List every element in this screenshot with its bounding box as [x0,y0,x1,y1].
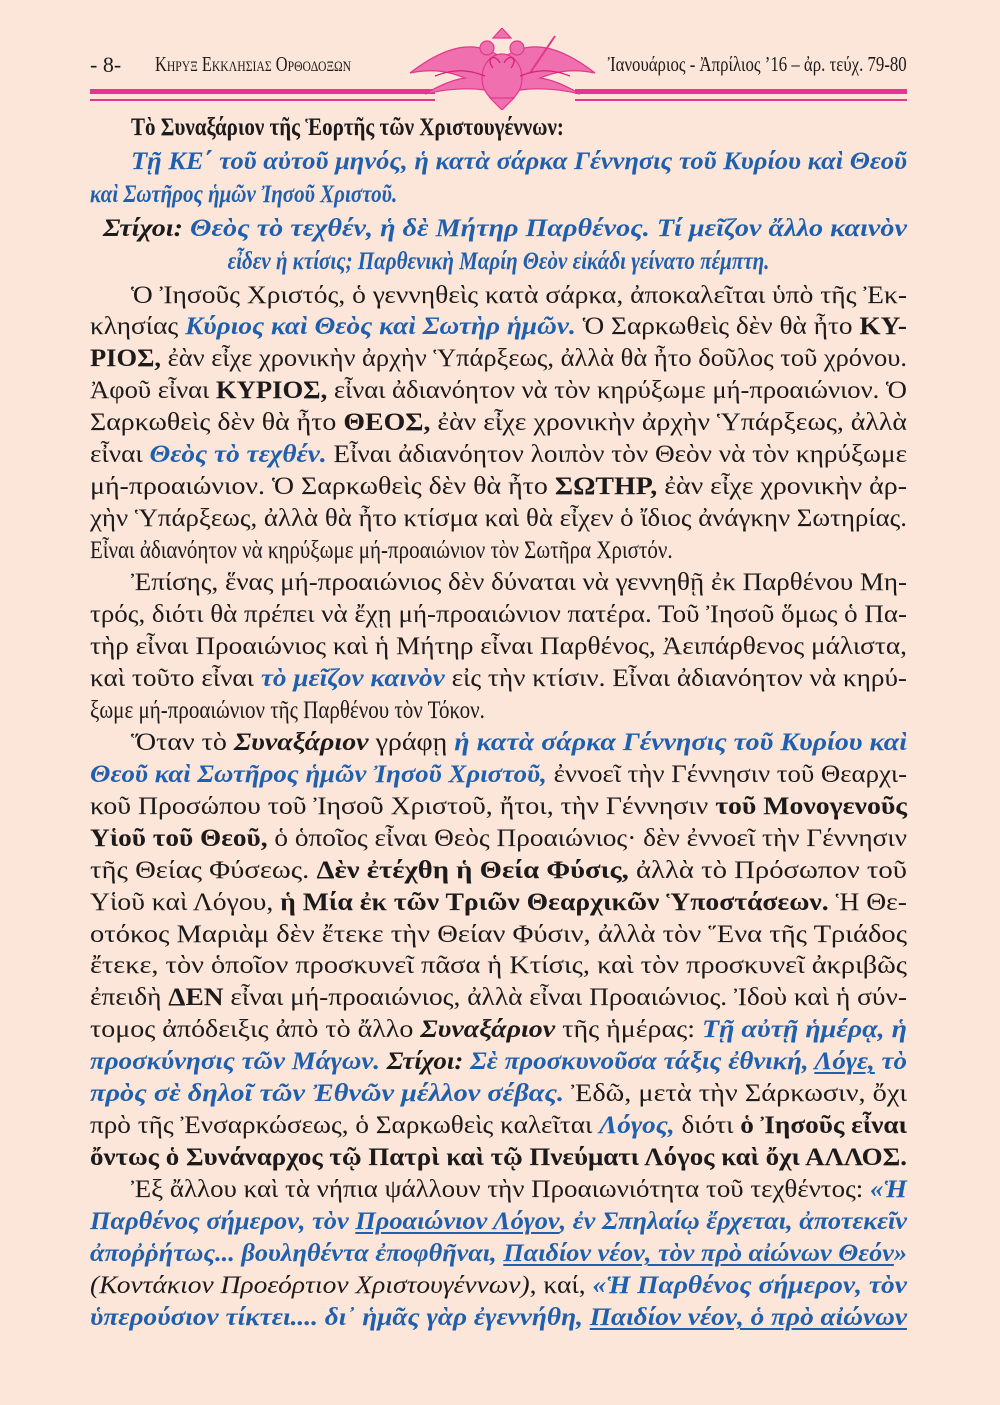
text-line [90,1142,907,1174]
underlined-quote: Παιδίον νέον, ὁ πρὸ αἰώνων [589,1303,907,1331]
text-run: τῆς Θείας Φύσεως. [90,856,317,884]
text-line [131,727,907,759]
text-line [90,982,907,1014]
text-run: Εἶναι ἀδιανόητον νὰ κηρύξωμε μή-προαιώνιον τὸν Σωτῆρα Χριστόν. [90,537,673,565]
text-run: Συναξάριον [233,728,369,756]
text-line [90,1270,907,1302]
highlighted-text: τὸ [874,1048,907,1076]
text-line [131,1174,907,1206]
text-line [90,919,907,951]
text-run: ΣΩΤΗΡ, [554,473,658,501]
double-headed-eagle-icon [405,28,600,110]
underlined-quote: Λόγε, [814,1048,875,1076]
text-line [90,663,907,695]
text-run: ΚΥΡΙΟΣ, [215,377,328,405]
text-run: εἰς τὴν κτίσιν. Εἶναι ἀδιανόητον νὰ κηρύ- [444,664,907,692]
highlighted-text: Θεοῦ καὶ Σωτῆρος ἡμῶν Ἰησοῦ Χριστοῦ, [90,760,547,788]
text-run: ΡΙΟΣ, [90,345,162,373]
text-line [90,179,456,211]
text-run: καὶ τοῦτο εἶναι [90,664,261,692]
text-run: κοῦ Προσώπου τοῦ Ἰησοῦ Χριστοῦ, ἤτοι, τὴν Γέννησιν [90,792,716,820]
text-run: τῆς ἡμέρας: [555,1016,702,1044]
highlighted-text: , ἐν Σπηλαίῳ ἔρχεται, ἀποτεκεῖν [559,1208,908,1236]
text-line [90,407,907,439]
text-run: Στίχοι: [380,1048,464,1076]
text-line [90,1110,908,1142]
text-run: Ἐξ ἄλλου καὶ τὰ νήπια ψάλλουν τὴν Προαιωνιότητα τοῦ τεχθέντος: [131,1176,870,1204]
text-run: γράφῃ [368,728,455,756]
text-line [90,759,907,791]
header-rule-thin-right [575,99,907,101]
highlighted-text: ἡ κατὰ σάρκα Γέννησις τοῦ Κυρίου καὶ [454,728,907,756]
text-line [90,343,907,375]
text-run: ἐὰν εἶχε χρονικὴν ἀρ- [657,473,907,501]
text-run: διότι [674,1112,741,1140]
highlighted-text: εἶδεν ἡ κτίσις; Παρθενικὴ Μαρίη Θεὸν εἰκάδι γείνατο πέμπτη. [227,248,770,275]
highlighted-text: Τῇ αὐτῇ ἡμέρᾳ, ἡ [701,1016,907,1044]
text-run: Συναξάριον [420,1016,556,1044]
text-run: τρός, διότι θὰ πρέπει νὰ ἔχῃ μή-προαιώνιον πατέρα. Τοῦ Ἰησοῦ ὅμως ὁ Πα- [90,601,907,628]
text-run: Εἶναι ἀδιανόητον λοιπὸν τὸν Θεὸν νὰ τὸν κηρύξωμε [326,441,907,469]
issue-info: Ἰανουάριος - Ἀπρίλιος ’16 – ἀρ. τεύχ. 79-80 [608,52,907,76]
highlighted-text: Θεὸς τὸ τεχθέν, ἡ δὲ Μήτηρ Παρθένος. Τί μεῖζον ἄλλο καινὸν [182,214,908,242]
text-run: Δὲν ἐτέχθη ἡ Θεία Φύσις, [316,856,629,884]
highlighted-text: πρὸς σὲ δηλοῖ τῶν Ἐθνῶν μέλλον σέβας. [90,1080,565,1108]
text-line [90,503,908,535]
text-run: ΚΥ- [859,313,907,341]
text-run: , καί, [529,1271,593,1299]
text-run: ἐπειδὴ [90,984,169,1012]
text-run: Ἀφοῦ εἶναι [90,377,216,405]
text-run: Ἡ Θε- [828,888,907,916]
header-rule-thin-left [90,99,435,101]
text-run: εἶναι [90,441,150,469]
text-run: τοῦ Μονογενοῦς [715,792,907,820]
text-run: ὄντως ὁ Συνάναρχος τῷ Πατρὶ καὶ τῷ Πνεύματι Λόγος καὶ ὄχι ΑΛΛΟΣ. [90,1144,907,1172]
text-line [90,1078,908,1110]
text-run: χὴν Ὑπάρξεως, ἀλλὰ θὰ ἦτο κτίσμα καὶ θὰ εἶχεν ὁ ἴδιος ἀνάγκην Σωτηρίας. [90,505,908,533]
text-line [90,631,907,663]
highlighted-text: Θεὸς τὸ τεχθέν. [149,441,327,469]
text-run: ἐὰν εἶχε χρονικὴν ἀρχὴν Ὑπάρξεως, ἀλλὰ [430,409,907,437]
text-run: Τὸ Συναξάριον τῆς Ἑορτῆς τῶν Χριστουγέννων: [131,114,564,141]
text-line [90,887,907,919]
header-rule-thick-right [575,89,907,94]
highlighted-text: Σὲ προσκυνοῦσα τάξις ἐθνική, [463,1048,815,1076]
underlined-quote: Προαιώνιον Λόγον [355,1208,560,1236]
journal-title: Κηρυξ Εκκλησιας Ορθοδοξων [155,52,352,76]
highlighted-text: Λόγος, [599,1112,675,1140]
text-run: ὁ ὁποῖος εἶναι Θεὸς Προαιώνιος· δὲν ἐννοεῖ τὴν Γέννησιν [267,824,907,852]
highlighted-text: προσκύνησις τῶν Μάγων. [90,1048,381,1076]
text-run: ἀλλὰ τὸ Πρόσωπον τοῦ [628,856,907,884]
text-line [90,1238,907,1270]
text-run: Υἱοῦ τοῦ Θεοῦ, [90,824,268,852]
page-number: - 8- [90,52,122,77]
text-line [90,439,907,471]
text-line [90,950,907,982]
text-line [90,1302,907,1334]
section-title [131,112,646,144]
text-run: τὴρ εἶναι Προαιώνιος καὶ ἡ Μήτηρ εἶναι Παρθένος, Ἀειπάρθενος μάλιστα, [90,632,907,660]
highlighted-text: «Ἡ Παρθένος σήμερον, τὸν [592,1271,907,1299]
text-run: Ὁ Σαρκωθεὶς δὲν θὰ ἦτο [575,313,860,341]
text-line [90,535,784,567]
header-rule-thick-left [90,89,435,94]
text-run: οτόκος Μαριὰμ δὲν ἔτεκε τὴν Θείαν Φύσιν, ἀλλὰ τὸν Ἕνα τῆς Τριάδος [90,920,907,948]
highlighted-text: ὑπερούσιον τίκτει.... δι᾽ ἡμᾶς γὰρ ἐγεννήθη, [90,1303,590,1331]
text-run: Υἱοῦ καὶ Λόγου, [90,888,281,916]
text-run: μή-προαιώνιον. Ὁ Σαρκωθεὶς δὲν θὰ ἦτο [90,473,555,501]
text-line [131,567,907,599]
text-line [90,823,907,855]
highlighted-text: Κύριος καὶ Θεὸς καὶ Σωτὴρ ἡμῶν. [185,313,576,341]
text-line [90,1046,907,1078]
text-line [90,855,907,887]
text-run: ΔΕΝ [168,984,224,1012]
text-line [90,246,907,278]
text-run: ἐὰν εἶχε χρονικὴν ἀρχὴν Ὑπάρξεως, ἀλλὰ θὰ ἦτο δοῦλος τοῦ χρόνου. [161,345,907,373]
highlighted-text: «Ἡ [869,1176,907,1204]
underlined-quote: Παιδίον νέον, τὸν πρὸ αἰώνων Θεόν [503,1240,894,1267]
text-run: εἶναι ἀδιανόητον νὰ τὸν κηρύξωμε μή-προαιώνιον. Ὁ [327,377,907,405]
text-run: Ὅταν τὸ [131,728,234,756]
text-run: ἔτεκε, τὸν ὁποῖον προσκυνεῖ πᾶσα ἡ Κτίσις, καὶ τὸν προσκυνεῖ ἀκριβῶς [90,952,907,980]
text-run: ξωμε μή-προαιώνιον τῆς Παρθένου τὸν Τόκον. [90,696,485,724]
text-run: ἡ Μία ἐκ τῶν Τριῶν Θεαρχικῶν Ὑποστάσεων. [280,888,829,916]
text-line [90,1014,907,1046]
text-line [131,146,907,178]
text-line [131,280,907,312]
text-run: εἶναι μή-προαιώνιος, ἀλλὰ εἶναι Προαιώνιος. Ἰδοὺ καὶ ἡ σύν- [223,984,907,1012]
text-run: τομος ἀπόδειξις ἀπὸ τὸ ἄλλο [90,1016,421,1044]
highlighted-text: καὶ Σωτῆρος ἡμῶν Ἰησοῦ Χριστοῦ. [90,181,398,208]
text-run: ἐννοεῖ τὴν Γέννησιν τοῦ Θεαρχι- [546,760,907,788]
text-run: ΘΕΟΣ, [343,409,431,437]
text-line [90,791,907,823]
text-run: Ὁ Ἰησοῦς Χριστός, ὁ γεννηθεὶς κατὰ σάρκα, ἀποκαλεῖται ὑπὸ τῆς Ἐκ- [131,281,907,309]
text-line [90,375,907,407]
text-line [90,471,907,503]
text-line [90,695,560,727]
text-run: Στίχοι: [103,214,183,242]
text-run: κλησίας [90,313,186,341]
text-line [90,1206,908,1238]
text-line [103,213,908,245]
text-run: (Κοντάκιον Προεόρτιον Χριστουγέννων) [90,1271,530,1299]
text-line [90,311,907,343]
text-run: Ἐδῶ, μετὰ τὴν Σάρκωσιν, ὄχι [564,1080,908,1108]
highlighted-text: τὸ μεῖζον καινὸν [260,664,445,692]
highlighted-text: ἀποῤῥήτως... βουληθέντα ἐποφθῆναι, [90,1240,504,1267]
highlighted-text: Τῇ ΚΕ΄ τοῦ αὐτοῦ μηνός, ἡ κατὰ σάρκα Γέννησις τοῦ Κυρίου καὶ Θεοῦ [131,147,907,175]
text-run: Σαρκωθεὶς δὲν θὰ ἦτο [90,409,344,437]
highlighted-text: Παρθένος σήμερον, τὸν [90,1208,356,1236]
text-run: Ἐπίσης, ἕνας μή-προαιώνιος δὲν δύναται νὰ γεννηθῇ ἐκ Παρθένου Μη- [131,569,907,597]
highlighted-text: » [893,1240,907,1267]
text-line [90,599,907,631]
text-run: πρὸ τῆς Ἐνσαρκώσεως, ὁ Σαρκωθεὶς καλεῖται [90,1112,600,1140]
text-run: ὁ Ἰησοῦς εἶναι [740,1112,908,1140]
